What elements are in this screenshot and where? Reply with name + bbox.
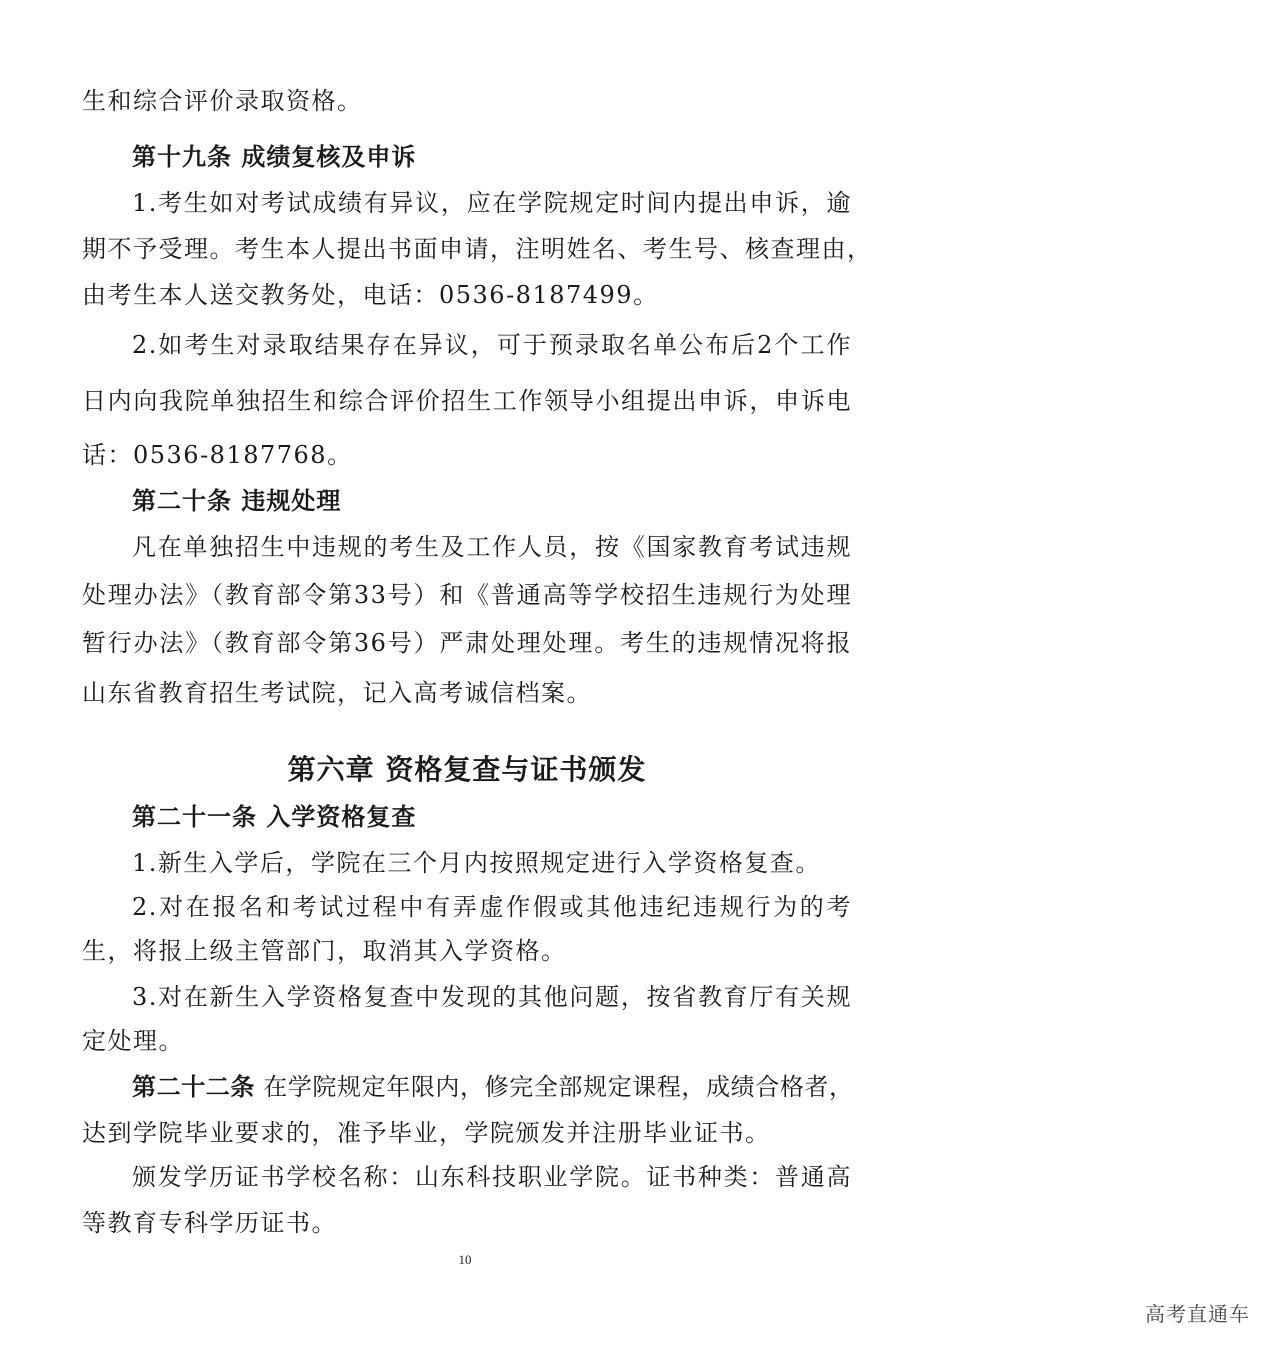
- article-19-heading: 第十九条 成绩复核及申诉: [132, 142, 417, 171]
- paragraph-line: 2.对在报名和考试过程中有弄虚作假或其他违纪违规行为的考: [132, 893, 852, 921]
- chapter-6-title: 第六章 资格复查与证书颁发: [287, 753, 647, 786]
- paragraph-line: 达到学院毕业要求的，准予毕业，学院颁发并注册毕业证书。: [82, 1119, 771, 1147]
- paragraph-line: 生和综合评价录取资格。: [82, 87, 363, 115]
- paragraph-line: 话：0536-8187768。: [82, 441, 353, 469]
- paragraph-line: 2.如考生对录取结果存在异议，可于预录取名单公布后2个工作: [132, 331, 852, 359]
- paragraph-line: 1.新生入学后，学院在三个月内按照规定进行入学资格复查。: [132, 849, 821, 877]
- paragraph-line: 3.对在新生入学资格复查中发现的其他问题，按省教育厅有关规: [132, 983, 852, 1011]
- paragraph-line: 等教育专科学历证书。: [82, 1209, 337, 1237]
- paragraph-line: 期不予受理。考生本人提出书面申请，注明姓名、考生号、核查理由，: [82, 235, 873, 263]
- paragraph-line: 生，将报上级主管部门，取消其入学资格。: [82, 937, 567, 965]
- paragraph-line: 日内向我院单独招生和综合评价招生工作领导小组提出申诉，申诉电: [82, 387, 852, 415]
- paragraph-line: 颁发学历证书学校名称：山东科技职业学院。证书种类：普通高: [132, 1163, 852, 1191]
- article-22-text: 在学院规定年限内，修完全部规定课程，成绩合格者，: [255, 1073, 854, 1101]
- watermark: 高考直通车: [1145, 1302, 1250, 1326]
- paragraph-line: 凡在单独招生中违规的考生及工作人员，按《国家教育考试违规: [132, 533, 852, 561]
- article-22-line: [132, 1070, 852, 1104]
- paragraph-line: 暂行办法》（教育部令第36号）严肃处理处理。考生的违规情况将报: [82, 629, 852, 657]
- paragraph-line: 山东省教育招生考试院，记入高考诚信档案。: [82, 679, 592, 707]
- paragraph-line: 由考生本人送交教务处，电话：0536-8187499。: [82, 281, 659, 309]
- paragraph-line: 处理办法》（教育部令第33号）和《普通高等学校招生违规行为处理: [82, 581, 852, 609]
- paragraph-line: 1.考生如对考试成绩有异议，应在学院规定时间内提出申诉，逾: [132, 189, 852, 217]
- page-number: 10: [458, 1252, 472, 1267]
- article-20-heading: 第二十条 违规处理: [132, 486, 342, 515]
- article-22-heading: 第二十二条: [132, 1072, 255, 1101]
- paragraph-line: 定处理。: [82, 1027, 184, 1055]
- article-21-heading: 第二十一条 入学资格复查: [132, 802, 417, 831]
